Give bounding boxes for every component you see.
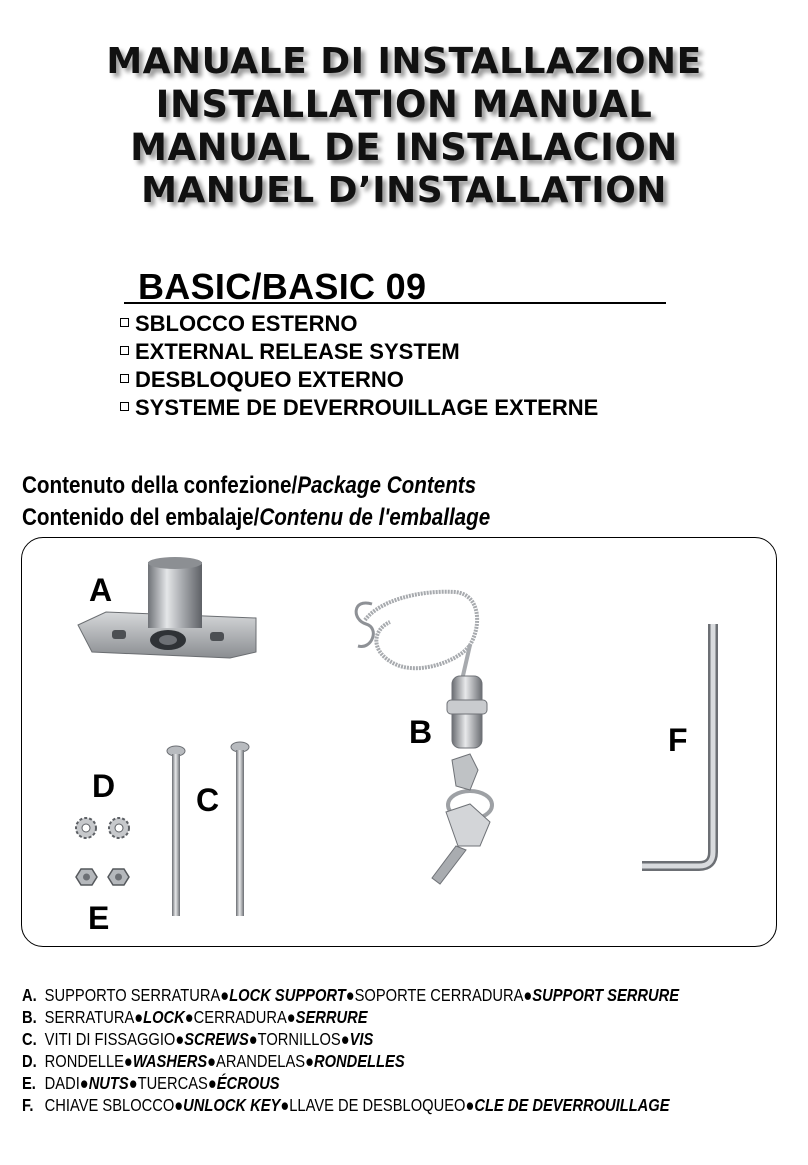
legend-row: F. CHIAVE SBLOCCO●UNLOCK KEY●LLAVE DE DESBLOQUEO●CLE DE DEVERROUILLAGE: [22, 1095, 670, 1115]
list-item: SBLOCCO ESTERNO: [120, 310, 598, 338]
contents-line-2: Contenido del embalaje/Contenu de l'emballage: [22, 504, 491, 531]
contents-line-1: Contenuto della confezione/Package Contents: [22, 472, 477, 499]
legend-row: B. SERRATURA●LOCK●CERRADURA●SERRURE: [22, 1007, 368, 1027]
parts-legend: [22, 984, 679, 1116]
screws-image: [167, 742, 249, 916]
list-item: EXTERNAL RELEASE SYSTEM: [120, 338, 598, 366]
washers-image: [76, 818, 129, 838]
part-label-a: A: [89, 572, 113, 608]
part-label-c: C: [196, 782, 220, 818]
part-label-e: E: [88, 900, 110, 936]
list-item: DESBLOQUEO EXTERNO: [120, 366, 598, 394]
part-label-b: B: [409, 714, 433, 750]
title-french: MANUEL D’INSTALLATION: [141, 170, 667, 211]
title-italian: MANUALE DI INSTALLAZIONE: [106, 41, 702, 82]
part-label-d: D: [92, 768, 116, 804]
title-spanish: MANUAL DE INSTALACION: [130, 126, 678, 169]
legend-row: C. VITI DI FISSAGGIO●SCREWS●TORNILLOS●VIS: [22, 1029, 374, 1049]
legend-row: A. SUPPORTO SERRATURA●LOCK SUPPORT●SOPORTE CERRADURA●SUPPORT SERRURE: [22, 985, 680, 1005]
list-item: SYSTEME DE DEVERROUILLAGE EXTERNE: [120, 394, 598, 422]
legend-row: E. DADI●NUTS●TUERCAS●ÉCROUS: [22, 1073, 280, 1093]
product-name: BASIC/BASIC 09: [138, 266, 427, 307]
legend-row: D. RONDELLE●WASHERS●ARANDELAS●RONDELLES: [22, 1051, 405, 1071]
nuts-image: [76, 869, 129, 885]
title-english: INSTALLATION MANUAL: [155, 83, 653, 126]
part-label-f: F: [668, 722, 688, 758]
